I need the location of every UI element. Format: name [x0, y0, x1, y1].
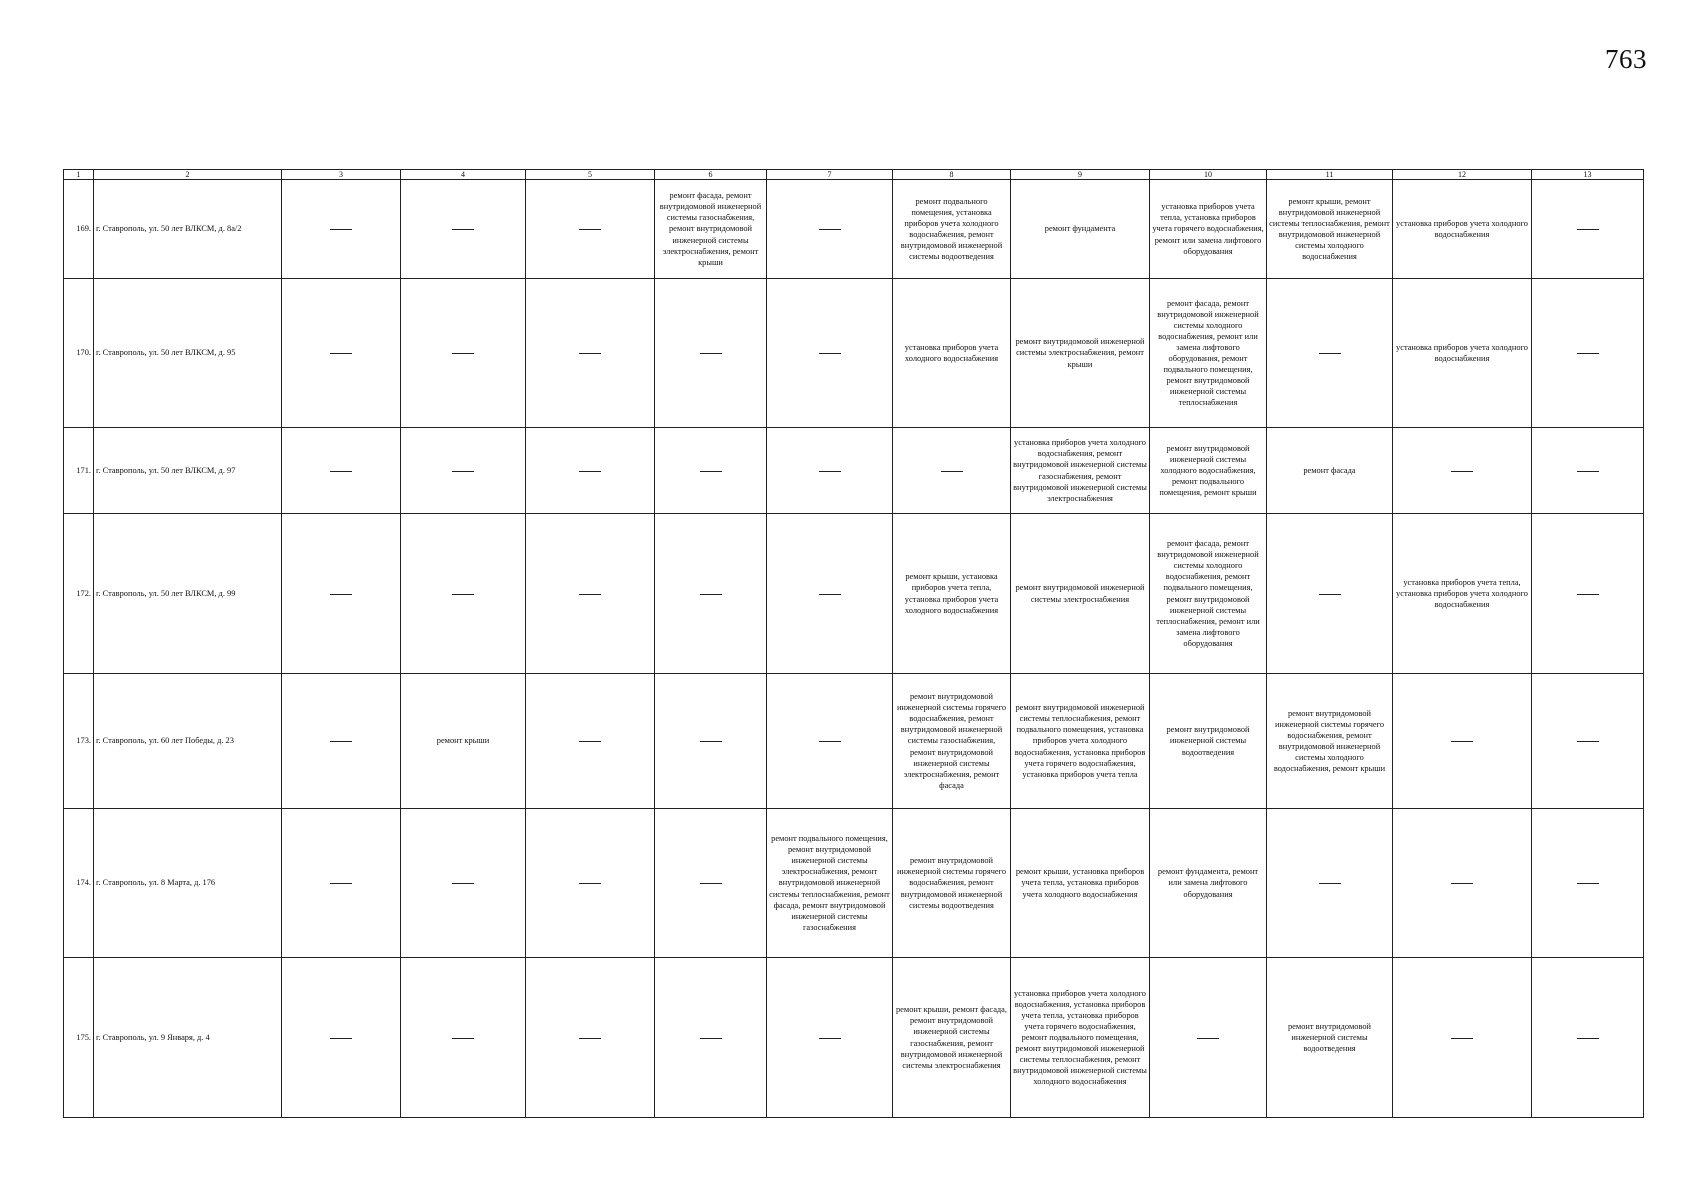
cell-col13	[1532, 958, 1644, 1118]
table-row	[64, 958, 1644, 1118]
cell-col4	[401, 279, 526, 428]
cell-col6: ремонт фасада, ремонт внутридомовой инженерной системы газоснабжения, ремонт внутридомовой инженерной системы электроснабжения, ремонт крыши	[655, 180, 767, 279]
cell-col13	[1532, 180, 1644, 279]
address-cell: г. Ставрополь, ул. 50 лет ВЛКСМ, д. 95	[94, 279, 282, 428]
cell-col9: ремонт внутридомовой инженерной системы электроснабжения	[1011, 514, 1150, 674]
cell-col12	[1393, 809, 1532, 958]
empty-dash	[819, 594, 841, 595]
column-header: 7	[767, 170, 893, 180]
cell-col9: ремонт крыши, установка приборов учета тепла, установка приборов учета холодного водоснабжения	[1011, 809, 1150, 958]
empty-dash	[579, 229, 601, 230]
cell-col10	[1150, 958, 1267, 1118]
empty-dash	[700, 741, 722, 742]
empty-dash	[452, 883, 474, 884]
cell-col10: ремонт фасада, ремонт внутридомовой инженерной системы холодного водоснабжения, ремонт или замена лифтового оборудования, ремонт подвального помещения, ремонт внутридомовой инженерной системы теплоснабжения	[1150, 279, 1267, 428]
table-row	[64, 279, 1644, 428]
cell-col8: установка приборов учета холодного водоснабжения	[893, 279, 1011, 428]
column-header: 11	[1267, 170, 1393, 180]
cell-col6	[655, 279, 767, 428]
cell-col11: ремонт внутридомовой инженерной системы водоотведения	[1267, 958, 1393, 1118]
cell-col8	[893, 428, 1011, 514]
empty-dash	[1577, 229, 1599, 230]
cell-col4	[401, 809, 526, 958]
empty-dash	[1577, 883, 1599, 884]
cell-col3	[282, 958, 401, 1118]
empty-dash	[1577, 471, 1599, 472]
cell-col13	[1532, 514, 1644, 674]
cell-col7	[767, 279, 893, 428]
empty-dash	[579, 741, 601, 742]
cell-col3	[282, 674, 401, 809]
empty-dash	[579, 353, 601, 354]
cell-col9: установка приборов учета холодного водоснабжения, установка приборов учета тепла, установка приборов учета горячего водоснабжения, ремонт подвального помещения, ремонт внутридомовой инженерной системы теплоснабжения, ремонт внутридомовой инженерной системы холодного водоснабжения	[1011, 958, 1150, 1118]
cell-col13	[1532, 809, 1644, 958]
cell-col5	[526, 428, 655, 514]
empty-dash	[700, 353, 722, 354]
empty-dash	[1319, 594, 1341, 595]
table-row	[64, 428, 1644, 514]
cell-col6	[655, 428, 767, 514]
empty-dash	[819, 1038, 841, 1039]
cell-col13	[1532, 279, 1644, 428]
cell-col12: установка приборов учета холодного водоснабжения	[1393, 279, 1532, 428]
cell-col6	[655, 958, 767, 1118]
empty-dash	[579, 471, 601, 472]
empty-dash	[1451, 883, 1473, 884]
table-row	[64, 674, 1644, 809]
empty-dash	[452, 471, 474, 472]
cell-col12: установка приборов учета тепла, установка приборов учета холодного водоснабжения	[1393, 514, 1532, 674]
empty-dash	[452, 594, 474, 595]
cell-col4	[401, 514, 526, 674]
row-number: 171.	[64, 428, 94, 514]
cell-col9: установка приборов учета холодного водоснабжения, ремонт внутридомовой инженерной системы газоснабжения, ремонт внутридомовой инженерной системы электроснабжения	[1011, 428, 1150, 514]
column-number-row	[64, 170, 1644, 180]
column-header: 3	[282, 170, 401, 180]
cell-col5	[526, 180, 655, 279]
cell-col5	[526, 674, 655, 809]
address-cell: г. Ставрополь, ул. 60 лет Победы, д. 23	[94, 674, 282, 809]
table-row	[64, 180, 1644, 279]
row-number: 172.	[64, 514, 94, 674]
cell-col12	[1393, 674, 1532, 809]
cell-col3	[282, 809, 401, 958]
empty-dash	[1451, 1038, 1473, 1039]
cell-col4: ремонт крыши	[401, 674, 526, 809]
cell-col7	[767, 514, 893, 674]
cell-col13	[1532, 674, 1644, 809]
empty-dash	[330, 353, 352, 354]
cell-col8: ремонт подвального помещения, установка приборов учета холодного водоснабжения, ремонт внутридомовой инженерной системы водоотведения	[893, 180, 1011, 279]
cell-col5	[526, 279, 655, 428]
row-number: 170.	[64, 279, 94, 428]
cell-col11: ремонт фасада	[1267, 428, 1393, 514]
cell-col11: ремонт крыши, ремонт внутридомовой инженерной системы теплоснабжения, ремонт внутридомовой инженерной системы холодного водоснабжения	[1267, 180, 1393, 279]
empty-dash	[819, 471, 841, 472]
cell-col5	[526, 958, 655, 1118]
cell-col9: ремонт внутридомовой инженерной системы теплоснабжения, ремонт подвального помещения, установка приборов учета холодного водоснабжения, установка приборов учета горячего водоснабжения, установка приборов учета тепла	[1011, 674, 1150, 809]
empty-dash	[1577, 1038, 1599, 1039]
row-number: 173.	[64, 674, 94, 809]
cell-col8: ремонт внутридомовой инженерной системы горячего водоснабжения, ремонт внутридомовой инженерной системы газоснабжения, ремонт внутридомовой инженерной системы электроснабжения, ремонт фасада	[893, 674, 1011, 809]
cell-col13	[1532, 428, 1644, 514]
cell-col9: ремонт фундамента	[1011, 180, 1150, 279]
address-cell: г. Ставрополь, ул. 9 Января, д. 4	[94, 958, 282, 1118]
cell-col3	[282, 279, 401, 428]
row-number: 175.	[64, 958, 94, 1118]
column-header: 9	[1011, 170, 1150, 180]
empty-dash	[452, 1038, 474, 1039]
empty-dash	[1577, 741, 1599, 742]
cell-col9: ремонт внутридомовой инженерной системы электроснабжения, ремонт крыши	[1011, 279, 1150, 428]
empty-dash	[452, 229, 474, 230]
cell-col4	[401, 180, 526, 279]
empty-dash	[700, 1038, 722, 1039]
cell-col7	[767, 180, 893, 279]
column-header: 6	[655, 170, 767, 180]
cell-col7	[767, 958, 893, 1118]
empty-dash	[819, 353, 841, 354]
cell-col10: установка приборов учета тепла, установка приборов учета горячего водоснабжения, ремонт или замена лифтового оборудования	[1150, 180, 1267, 279]
cell-col11: ремонт внутридомовой инженерной системы горячего водоснабжения, ремонт внутридомовой инженерной системы холодного водоснабжения, ремонт крыши	[1267, 674, 1393, 809]
cell-col8: ремонт крыши, ремонт фасада, ремонт внутридомовой инженерной системы газоснабжения, ремонт внутридомовой инженерной системы электроснабжения	[893, 958, 1011, 1118]
row-number: 174.	[64, 809, 94, 958]
cell-col5	[526, 809, 655, 958]
cell-col8: ремонт крыши, установка приборов учета тепла, установка приборов учета холодного водоснабжения	[893, 514, 1011, 674]
cell-col7	[767, 428, 893, 514]
empty-dash	[330, 741, 352, 742]
empty-dash	[330, 229, 352, 230]
cell-col11	[1267, 279, 1393, 428]
empty-dash	[1319, 883, 1341, 884]
cell-col6	[655, 674, 767, 809]
empty-dash	[700, 883, 722, 884]
empty-dash	[330, 471, 352, 472]
empty-dash	[579, 594, 601, 595]
empty-dash	[700, 594, 722, 595]
empty-dash	[330, 1038, 352, 1039]
empty-dash	[819, 229, 841, 230]
cell-col10: ремонт внутридомовой инженерной системы холодного водоснабжения, ремонт подвального помещения, ремонт крыши	[1150, 428, 1267, 514]
cell-col7: ремонт подвального помещения, ремонт внутридомовой инженерной системы электроснабжения, ремонт внутридомовой инженерной системы теплоснабжения, ремонт фасада, ремонт внутридомовой инженерной системы газоснабжения	[767, 809, 893, 958]
empty-dash	[1197, 1038, 1219, 1039]
cell-col12: установка приборов учета холодного водоснабжения	[1393, 180, 1532, 279]
cell-col8: ремонт внутридомовой инженерной системы горячего водоснабжения, ремонт внутридомовой инженерной системы водоотведения	[893, 809, 1011, 958]
column-header: 2	[94, 170, 282, 180]
cell-col11	[1267, 809, 1393, 958]
cell-col3	[282, 180, 401, 279]
cell-col4	[401, 958, 526, 1118]
empty-dash	[1451, 741, 1473, 742]
column-header: 12	[1393, 170, 1532, 180]
table-row	[64, 514, 1644, 674]
empty-dash	[1451, 471, 1473, 472]
empty-dash	[1577, 594, 1599, 595]
cell-col7	[767, 674, 893, 809]
empty-dash	[579, 883, 601, 884]
empty-dash	[700, 471, 722, 472]
page-number: 763	[1605, 44, 1647, 74]
table-row	[64, 809, 1644, 958]
cell-col12	[1393, 958, 1532, 1118]
empty-dash	[941, 471, 963, 472]
cell-col4	[401, 428, 526, 514]
cell-col12	[1393, 428, 1532, 514]
empty-dash	[452, 353, 474, 354]
cell-col6	[655, 809, 767, 958]
cell-col5	[526, 514, 655, 674]
empty-dash	[330, 883, 352, 884]
column-header: 4	[401, 170, 526, 180]
address-cell: г. Ставрополь, ул. 50 лет ВЛКСМ, д. 8а/2	[94, 180, 282, 279]
cell-col10: ремонт фундамента, ремонт или замена лифтового оборудования	[1150, 809, 1267, 958]
column-header: 1	[64, 170, 94, 180]
address-cell: г. Ставрополь, ул. 8 Марта, д. 176	[94, 809, 282, 958]
empty-dash	[819, 741, 841, 742]
row-number: 169.	[64, 180, 94, 279]
repair-schedule-table	[63, 169, 1644, 1118]
cell-col6	[655, 514, 767, 674]
cell-col10: ремонт фасада, ремонт внутридомовой инженерной системы холодного водоснабжения, ремонт подвального помещения, ремонт внутридомовой инженерной системы теплоснабжения, ремонт или замена лифтового оборудования	[1150, 514, 1267, 674]
address-cell: г. Ставрополь, ул. 50 лет ВЛКСМ, д. 99	[94, 514, 282, 674]
column-header: 10	[1150, 170, 1267, 180]
cell-col3	[282, 514, 401, 674]
cell-col3	[282, 428, 401, 514]
empty-dash	[330, 594, 352, 595]
empty-dash	[1319, 353, 1341, 354]
cell-col10: ремонт внутридомовой инженерной системы водоотведения	[1150, 674, 1267, 809]
column-header: 13	[1532, 170, 1644, 180]
column-header: 8	[893, 170, 1011, 180]
address-cell: г. Ставрополь, ул. 50 лет ВЛКСМ, д. 97	[94, 428, 282, 514]
empty-dash	[579, 1038, 601, 1039]
empty-dash	[1577, 353, 1599, 354]
cell-col11	[1267, 514, 1393, 674]
column-header: 5	[526, 170, 655, 180]
